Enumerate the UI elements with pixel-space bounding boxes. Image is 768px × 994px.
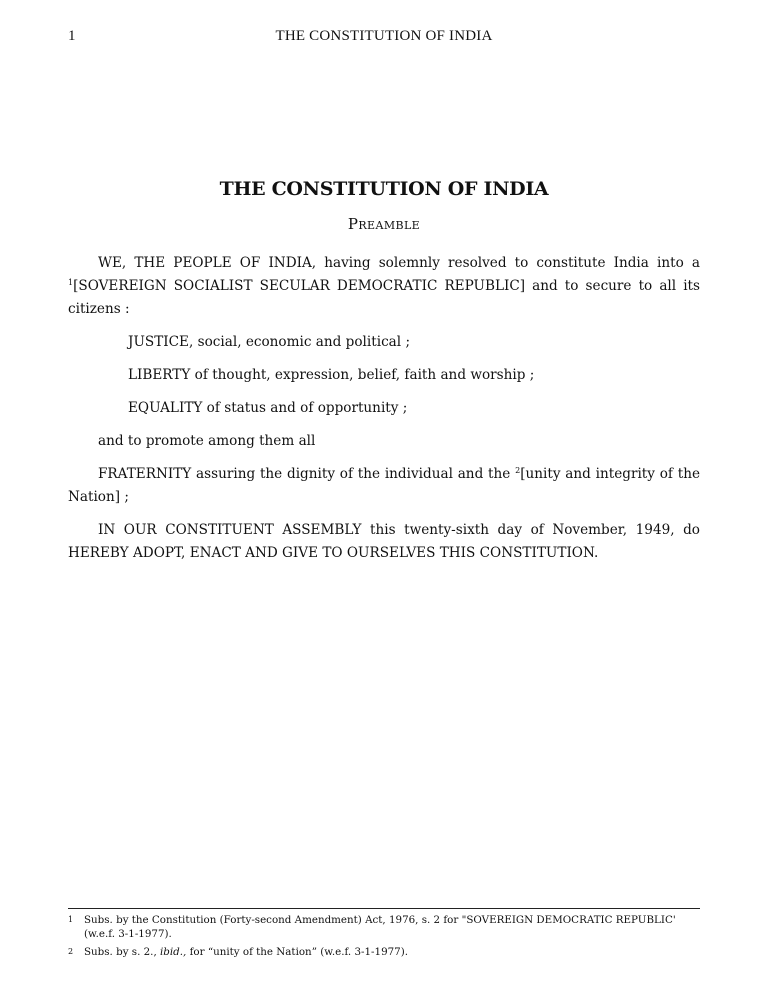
footnote-ref-2[interactable]: 2 [515, 466, 521, 475]
fraternity-text: FRATERNITY assuring the dignity of the individual and the [98, 466, 511, 482]
footnote-1 [68, 913, 700, 941]
page-number: 1 [68, 28, 76, 44]
footnote-mark: 2 [68, 947, 74, 956]
footnote-text-b: for “unity of the Nation” (w.e.f. 3-1-1977). [189, 946, 409, 958]
promote-line: and to promote among them all [98, 433, 316, 449]
running-title: THE CONSTITUTION OF INDIA [275, 28, 493, 44]
preamble-body [68, 252, 700, 575]
footnote-mark: 1 [68, 915, 74, 924]
running-header [68, 28, 700, 48]
opening-text-cont: [SOVEREIGN SOCIALIST SECULAR DEMOCRATIC REPUBLIC] and to secure to all its citizens : [68, 278, 700, 317]
footnote-text-italic: ibid., [160, 946, 187, 958]
section-heading: Preamble [347, 215, 421, 233]
preamble-opening-paragraph [68, 252, 700, 321]
footnote-2 [68, 945, 700, 959]
footnote-text: Subs. by the Constitution (Forty-second Amendment) Act, 1976, s. 2 for "SOVEREIGN DEMOCRATIC REPUBLIC' (w.e.f. 3-1-1977). [84, 914, 676, 940]
equality-line: EQUALITY of status and of opportunity ; [128, 400, 408, 416]
footnotes [68, 908, 700, 963]
opening-text: WE, THE PEOPLE OF INDIA, having solemnly resolved to constitute India into a [98, 255, 700, 271]
footnote-text [84, 945, 700, 959]
fraternity-paragraph [68, 463, 700, 509]
assembly-paragraph: IN OUR CONSTITUENT ASSEMBLY this twenty-sixth day of November, 1949, do HEREBY ADOPT, ENACT AND GIVE TO OURSELVES THIS CONSTITUTION. [68, 522, 700, 561]
liberty-line: LIBERTY of thought, expression, belief, faith and worship ; [128, 367, 535, 383]
footnote-text-a: Subs. by s. 2., [84, 946, 157, 958]
footnote-ref-1[interactable]: 1 [68, 278, 74, 287]
fraternity-text-cont: [unity and integrity of the Nation] ; [68, 466, 701, 505]
justice-line: JUSTICE, social, economic and political ; [128, 334, 411, 350]
document-title: THE CONSTITUTION OF INDIA [219, 178, 549, 200]
